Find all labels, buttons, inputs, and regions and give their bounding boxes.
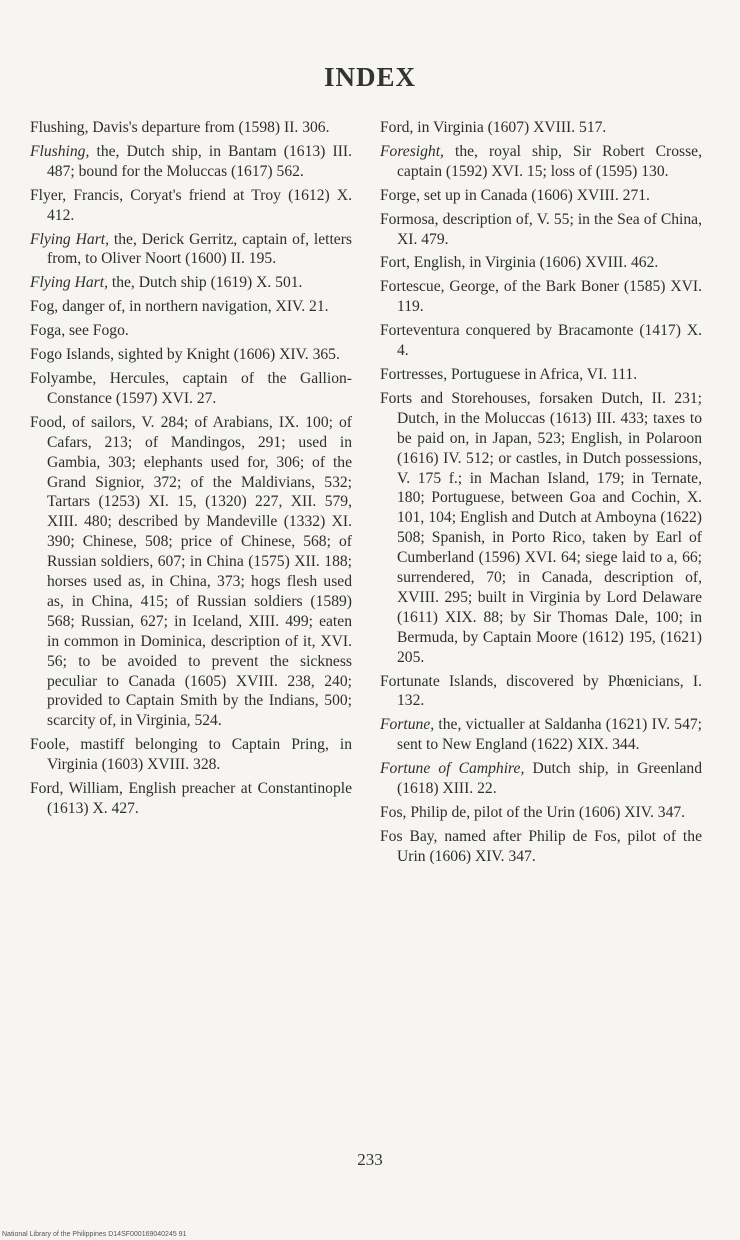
index-entry: [30, 413, 352, 732]
index-entry: [380, 365, 702, 385]
entry-text: conquered by Bracamonte (1417) X. 4.: [397, 322, 702, 360]
entry-heading: Fortresses,: [380, 365, 448, 383]
entry-text: Islands, sighted by Knight (1606) XIV. 365.: [62, 346, 340, 364]
index-entry: [380, 827, 702, 867]
index-entry: [30, 118, 352, 138]
index-entry: [380, 759, 702, 799]
entry-heading: Forge,: [380, 186, 420, 204]
entry-heading: Flushing,: [30, 142, 90, 160]
entry-text: danger of, in northern navigation, XIV. 21.: [58, 298, 329, 316]
index-entry: [380, 210, 702, 250]
entry-heading: Formosa,: [380, 210, 439, 228]
entry-text: named after Philip de Fos, pilot of the Urin (1606) XIV. 347.: [397, 827, 702, 865]
entry-text: the, royal ship, Sir Robert Crosse, captain (1592) XVI. 15; loss of (1595) 130.: [397, 142, 702, 180]
entry-heading: Food,: [30, 413, 66, 431]
entry-heading: Flying Hart,: [30, 274, 108, 292]
entry-text: Islands, discovered by Phœnicians, I. 132.: [397, 672, 702, 710]
entry-heading: Folyambe,: [30, 369, 97, 387]
entry-heading: Fortescue,: [380, 278, 445, 296]
entry-heading: Fort,: [380, 254, 410, 272]
entry-text: set up in Canada (1606) XVIII. 271.: [420, 186, 650, 204]
entry-text: the, victualler at Saldanha (1621) IV. 547; sent to New England (1622) XIX. 344.: [397, 716, 702, 754]
page-number: 233: [357, 1150, 383, 1169]
index-entry: [380, 118, 702, 138]
entry-text: the, Dutch ship, in Bantam (1613) III. 487; bound for the Moluccas (1617) 562.: [47, 142, 352, 180]
entry-heading: Foga,: [30, 322, 66, 340]
entry-heading: Foole,: [30, 736, 70, 754]
entry-heading: Fortune of Camphire,: [380, 760, 525, 778]
page-title: INDEX: [323, 62, 416, 92]
index-entry: [380, 142, 702, 182]
index-entry: [30, 297, 352, 317]
index-entry: [30, 230, 352, 270]
index-entry: [30, 321, 352, 341]
entry-heading: Fortunate: [380, 672, 440, 690]
entry-text: mastiff belonging to Captain Pring, in Virginia (1603) XVIII. 328.: [47, 736, 352, 774]
index-entry: [380, 277, 702, 317]
entry-heading: Fog,: [30, 298, 59, 316]
entry-text: Francis, Coryat's friend at Troy (1612) X. 412.: [47, 186, 352, 224]
index-entry: [380, 186, 702, 206]
left-index-column: [30, 118, 352, 823]
index-entry: [30, 735, 352, 775]
entry-heading: Fortune,: [380, 716, 435, 734]
entry-text: Davis's departure from (1598) II. 306.: [88, 119, 330, 136]
entry-heading: Fos,: [380, 804, 407, 821]
entry-text: the, Dutch ship (1619) X. 501.: [107, 274, 303, 292]
entry-heading: Ford,: [380, 119, 414, 136]
entry-text: description of, V. 55; in the Sea of China, XI. 479.: [397, 210, 702, 248]
right-index-column: [380, 118, 702, 871]
entry-text: and Storehouses, forsaken Dutch, II. 231; Dutch, in the Moluccas (1613) III. 433; taxes to be paid on, in Japan, 523; English, in Polaroon (1616) IV. 512; or castles, in Dutch possessions, V. 175 f.; in Machan Island, 179; in Ternate, 180; Portuguese, between Goa and Cochin, X. 101, 104; English and Dutch at Amboyna (1622) 508; Spanish, in Porto Rico, taken by Earl of Cumberland (1596) XVI. 64; siege laid to a, 66; surrendered, 70; in Canada, description of, XVIII. 295; built in Virginia by Lord Delaware (1611) XIX. 88; by Sir Thomas Dale, 100; in Bermuda, by Captain Moore (1612) 195, (1621) 205.: [397, 389, 702, 666]
index-entry: [30, 186, 352, 226]
index-entry: [30, 779, 352, 819]
entry-heading: Flying Hart,: [30, 230, 109, 248]
index-entry: [30, 142, 352, 182]
scan-footer: National Library of the Philippines D14SF000169040245 91: [2, 1231, 187, 1238]
entry-text: of sailors, V. 284; of Arabians, IX. 100; of Cafars, 213; of Mandingos, 291; used in Gambia, 303; elephants used for, 306; of the Grand Signior, 372; of the Maldivians, 532; Tartars (1253) XI. 15, (1320) 227, XII. 579, XIII. 480; described by Mandeville (1332) XI. 390; Chinese, 508; price of Chinese, 568; of Russian soldiers, 607; in China (1575) XII. 188; horses used as, in China, 373; hogs flesh used as, in China, 415; of Russian soldiers (1589) 568; Russian, 627; in Iceland, XIII. 499; eaten in common in Dominica, description of it, XVI. 56; to be avoided to prevent the sickness peculiar to Canada (1605) XVIII. 238, 240; provided to Captain Smith by the Indians, 500; scarcity of, in Virginia, 524.: [47, 413, 352, 730]
entry-text: in Virginia (1607) XVIII. 517.: [413, 119, 607, 136]
entry-heading: Forteventura: [380, 322, 460, 340]
entry-heading: Flyer,: [30, 186, 67, 204]
entry-text: English, in Virginia (1606) XVIII. 462.: [409, 254, 659, 272]
entry-text: Hercules, captain of the Gallion-Constance (1597) XVI. 27.: [47, 369, 352, 407]
entry-text: the, Derick Gerritz, captain of, letters from, to Oliver Noort (1600) II. 195.: [47, 230, 352, 268]
entry-text: see Fogo.: [65, 322, 129, 340]
entry-heading: Flushing,: [30, 119, 89, 136]
entry-heading: Fogo: [30, 346, 63, 364]
entry-text: George, of the Bark Boner (1585) XVI. 119.: [397, 278, 702, 316]
entry-text: Dutch ship, in Greenland (1618) XIII. 22.: [397, 760, 703, 798]
entry-text: Portuguese in Africa, VI. 111.: [447, 365, 638, 383]
index-entry: [380, 389, 702, 668]
index-entry: [30, 369, 352, 409]
entry-heading: Ford,: [30, 780, 64, 798]
index-entry: [380, 803, 702, 823]
entry-heading: Forts: [380, 389, 413, 407]
entry-heading: Foresight,: [380, 142, 444, 160]
entry-text: Philip de, pilot of the Urin (1606) XIV. 347.: [406, 804, 686, 821]
index-entry: [30, 345, 352, 365]
index-entry: [30, 273, 352, 293]
index-entry: [380, 253, 702, 273]
index-entry: [380, 321, 702, 361]
entry-text: William, English preacher at Constantinople (1613) X. 427.: [47, 780, 352, 817]
entry-heading: Fos Bay,: [380, 827, 438, 845]
index-entry: [380, 715, 702, 755]
index-entry: [380, 672, 702, 712]
